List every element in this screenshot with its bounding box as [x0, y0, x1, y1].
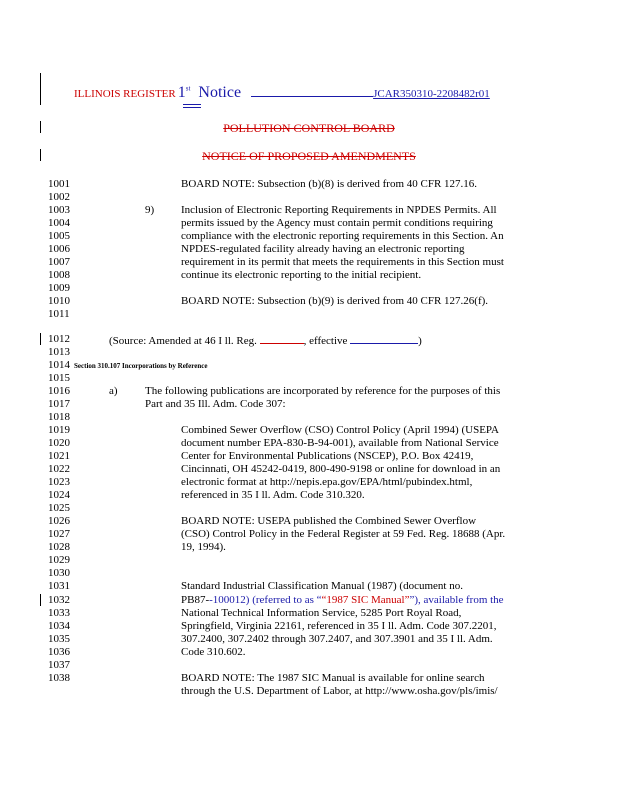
notice-type: NOTICE OF PROPOSED AMENDMENTS — [202, 149, 416, 163]
board-note: BOARD NOTE: USEPA published the Combined Sewer Overflow — [181, 515, 477, 527]
line-number: 1002 — [48, 191, 70, 203]
line-number: 1034 — [48, 620, 70, 632]
line-number: 1020 — [48, 437, 70, 449]
subsection-label: a) — [109, 385, 118, 397]
body-line: The following publications are incorporated by reference for the purposes of this — [145, 385, 501, 397]
line-number: 1030 — [48, 567, 70, 579]
document-id: JCAR350310-2208482r01 — [373, 88, 490, 100]
line-number: 1013 — [48, 346, 70, 358]
line-number: 1024 — [48, 489, 70, 501]
line-number: 1037 — [48, 659, 70, 671]
line-number: 1038 — [48, 672, 70, 684]
header-rule — [251, 86, 373, 97]
change-bar — [40, 594, 41, 606]
line-number: 1012 — [48, 333, 70, 345]
line-number: 1033 — [48, 607, 70, 619]
doc-no-insert: -100012) (referred to as “ — [209, 594, 322, 606]
body-line: Standard Industrial Classification Manual (1987) (document no. — [181, 580, 463, 592]
line-number: 1019 — [48, 424, 70, 436]
line-number: 1003 — [48, 204, 70, 216]
edition-underline — [183, 104, 201, 105]
line-number: 1031 — [48, 580, 70, 592]
line-number: 1009 — [48, 282, 70, 294]
board-note: BOARD NOTE: The 1987 SIC Manual is available for online search — [181, 672, 485, 684]
reg-blank — [260, 333, 304, 344]
line-number: 1011 — [48, 308, 70, 320]
body-line: requirement in its permit that meets the requirements in this Section must — [181, 256, 504, 268]
agency-title: POLLUTION CONTROL BOARD — [223, 121, 395, 135]
edition-underline — [183, 107, 201, 108]
edition-suffix: st — [185, 84, 191, 93]
line-number: 1018 — [48, 411, 70, 423]
line-number: 1021 — [48, 450, 70, 462]
body-line: permits issued by the Agency must contain permit conditions requiring — [181, 217, 493, 229]
line-number: 1015 — [48, 372, 70, 384]
notice-label: Notice — [198, 84, 242, 101]
change-bar — [40, 73, 41, 105]
line-number: 1017 — [48, 398, 70, 410]
line-number: 1036 — [48, 646, 70, 658]
line-number: 1006 — [48, 243, 70, 255]
body-line — [181, 594, 504, 606]
body-line: Inclusion of Electronic Reporting Requirements in NPDES Permits. All — [181, 204, 497, 216]
source-effective: , effective — [303, 335, 351, 347]
body-line: Code 310.602. — [181, 646, 246, 658]
body-line: Part and 35 Ill. Adm. Code 307: — [145, 398, 286, 410]
body-line: National Technical Information Service, 5285 Port Royal Road, — [181, 607, 462, 619]
line-number: 1029 — [48, 554, 70, 566]
body-line: through the U.S. Department of Labor, at http://www.osha.gov/pls/imis/ — [181, 685, 498, 697]
line-number: 1032 — [48, 594, 70, 606]
edition-number: 1 — [177, 84, 186, 101]
body-line: Cincinnati, OH 45242-0419, 800-490-9198 or online for download in an — [181, 463, 501, 475]
line-number: 1005 — [48, 230, 70, 242]
line-number: 1026 — [48, 515, 70, 527]
line-number: 1035 — [48, 633, 70, 645]
subsection-label: 9) — [145, 204, 155, 216]
line-number: 1001 — [48, 178, 70, 190]
change-bar — [40, 333, 41, 345]
manual-name: ”), available from the — [409, 594, 504, 606]
body-line: Combined Sewer Overflow (CSO) Control Policy (April 1994) (USEPA — [181, 424, 499, 436]
section-heading: Section 310.107 Incorporations by Reference — [74, 362, 208, 370]
line-number: 1028 — [48, 541, 70, 553]
quote-mark: “1987 SIC Manual” — [321, 594, 410, 606]
body-line: document number EPA-830-B-94-001), available from National Service — [181, 437, 499, 449]
line-number: 1022 — [48, 463, 70, 475]
line-number: 1007 — [48, 256, 70, 268]
body-line: continue its electronic reporting to the initial recipient. — [181, 269, 422, 281]
doc-no-part: PB87- — [181, 594, 210, 606]
body-line: 19, 1994). — [181, 541, 226, 553]
body-line: electronic format at http://nepis.epa.gov/EPA/html/pubindex.html, — [181, 476, 473, 488]
source-text: (Source: Amended at 46 I ll. Reg. — [109, 335, 260, 347]
line-number: 1027 — [48, 528, 70, 540]
source-close: ) — [418, 335, 422, 347]
line-number: 1025 — [48, 502, 70, 514]
body-line: NPDES-regulated facility already having an electronic reporting — [181, 243, 465, 255]
source-note — [109, 333, 422, 347]
line-number: 1010 — [48, 295, 70, 307]
body-line: Center for Environmental Publications (NSCEP), P.O. Box 42419, — [181, 450, 474, 462]
line-number: 1023 — [48, 476, 70, 488]
effective-blank — [350, 333, 418, 344]
body-line: 307.2400, 307.2402 through 307.2407, and 307.3901 and 35 I ll. Adm. — [181, 633, 493, 645]
board-note: BOARD NOTE: Subsection (b)(9) is derived from 40 CFR 127.26(f). — [181, 295, 489, 307]
line-number: 1004 — [48, 217, 70, 229]
register-title: ILLINOIS REGISTER — [74, 88, 176, 100]
board-note: BOARD NOTE: Subsection (b)(8) is derived from 40 CFR 127.16. — [181, 178, 478, 190]
line-number: 1008 — [48, 269, 70, 281]
line-number: 1016 — [48, 385, 70, 397]
body-line: (CSO) Control Policy in the Federal Register at 59 Fed. Reg. 18688 (Apr. — [181, 528, 506, 540]
body-line: Springfield, Virginia 22161, referenced in 35 I ll. Adm. Code 307.2201, — [181, 620, 497, 632]
header — [74, 84, 490, 104]
body-line: referenced in 35 I ll. Adm. Code 310.320. — [181, 489, 365, 501]
line-number: 1014 — [48, 359, 70, 371]
body-line: compliance with the electronic reporting requirements in this Section. An — [181, 230, 504, 242]
